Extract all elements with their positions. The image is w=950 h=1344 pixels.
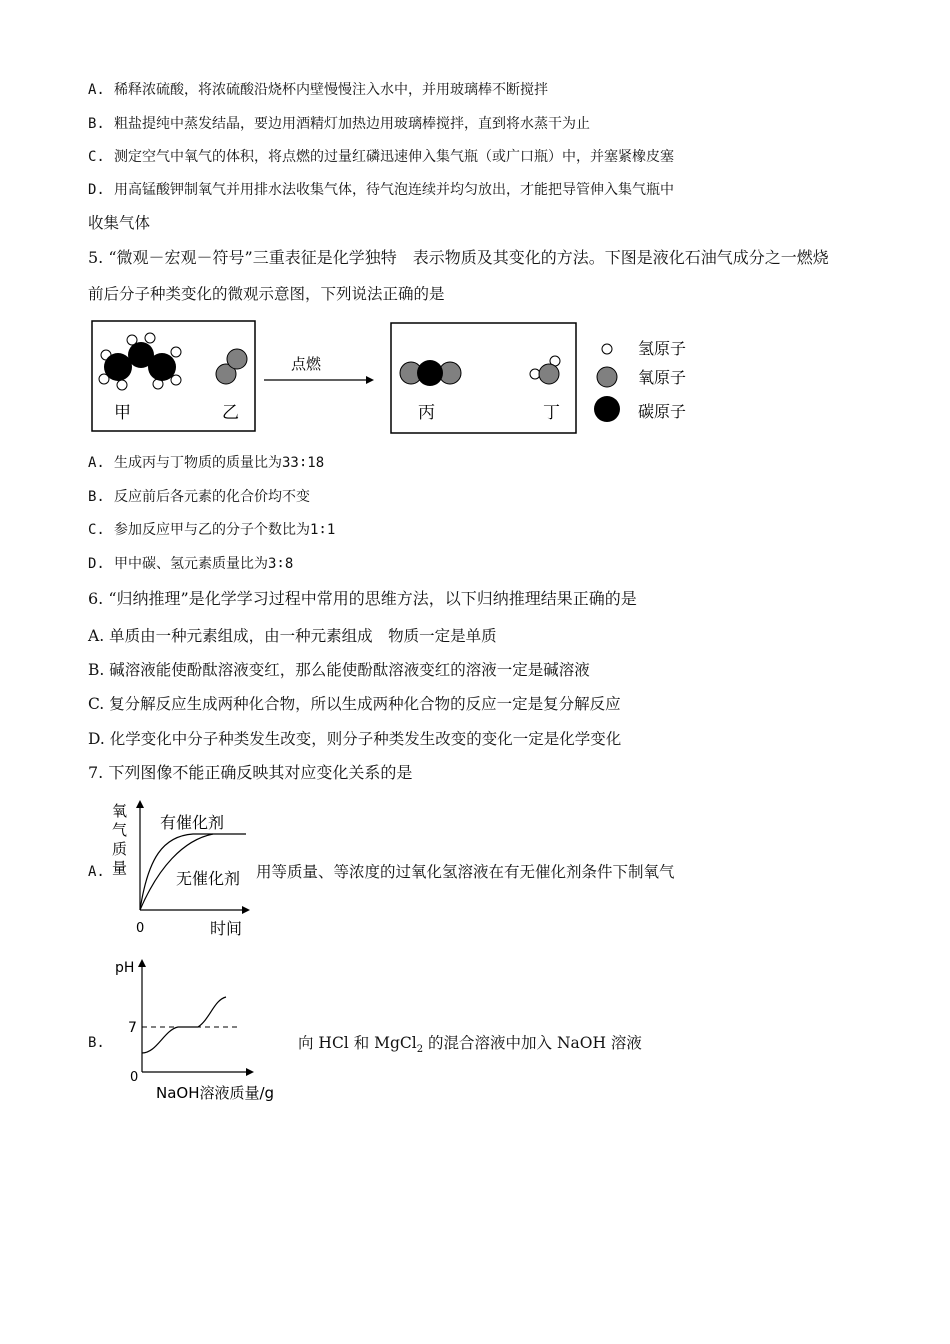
q5-option-c (88, 520, 335, 540)
option-label: D. (88, 556, 105, 572)
graph-a-origin: 0 (136, 921, 145, 936)
option-label: D. (88, 730, 105, 748)
graph-a-xlabel: 时间 (210, 919, 243, 938)
oxygen-atom-icon (597, 367, 617, 387)
q7-option-a-desc: 用等质量、等浓度的过氧化氢溶液在有无催化剂条件下制氧气 (256, 863, 675, 881)
legend-hydrogen: 氢原子 (638, 339, 687, 358)
q6-option-c (88, 694, 621, 714)
option-text: 单质由一种元素组成，由一种元素组成 物质一定是单质 (109, 627, 497, 645)
q6-option-d (88, 729, 621, 749)
graph-a-ylabel-2: 气 (112, 821, 128, 839)
graph-b-xlabel: NaOH溶液质量/g (156, 1084, 275, 1102)
option-label: A. (88, 627, 105, 645)
q4-option-d (88, 180, 674, 200)
legend-carbon: 碳原子 (638, 402, 687, 421)
desc-subscript: 2 (416, 1044, 424, 1056)
molecule-diagram (88, 318, 708, 438)
option-label: C. (88, 522, 105, 538)
graph-a-oxygen-mass (108, 798, 258, 940)
option-text: 碱溶液能使酚酞溶液变红，那么能使酚酞溶液变红的溶液一定是碱溶液 (109, 661, 590, 679)
label-bing: 丙 (418, 403, 435, 423)
q5-option-b (88, 487, 310, 507)
option-text: 参加反应甲与乙的分子个数比为1∶1 (114, 522, 336, 538)
option-label: B. (88, 489, 105, 505)
option-text: 复分解反应生成两种化合物，所以生成两种化合物的反应一定是复分解反应 (109, 695, 621, 713)
ph-curve (142, 997, 226, 1053)
hydrogen-atom-icon (602, 344, 612, 354)
label-ding: 丁 (543, 403, 560, 423)
q7-stem: 7. 下列图像不能正确反映其对应变化关系的是 (88, 763, 413, 782)
option-text: 生成丙与丁物质的质量比为33∶18 (114, 455, 325, 471)
q4-option-c (88, 147, 674, 167)
desc-post: 的混合溶液中加入 NaOH 溶液 (423, 1034, 642, 1052)
carbon-dioxide-molecule (400, 360, 461, 386)
graph-b-ph (112, 955, 297, 1105)
graph-a-curve2-label: 无催化剂 (176, 869, 241, 888)
option-text: 用高锰酸钾制氧气并用排水法收集气体，待气泡连续并均匀放出，才能把导管伸入集气瓶中 (114, 182, 674, 198)
option-text: 粗盐提纯中蒸发结晶，要边用酒精灯加热边用玻璃棒搅拌，直到将水蒸干为止 (114, 116, 590, 132)
q6-option-a (88, 626, 497, 646)
option-text: 反应前后各元素的化合价均不变 (114, 489, 310, 505)
option-label: C. (88, 695, 105, 713)
q5-stem-line1: 5. “微观－宏观－符号”三重表征是化学独特 表示物质及其变化的方法。下图是液化石油气成分之一燃烧 (88, 248, 829, 267)
q6-stem: 6. “归纳推理”是化学学习过程中常用的思维方法，以下归纳推理结果正确的是 (88, 589, 637, 608)
graph-b-ylabel: pH (115, 960, 135, 976)
option-label: C. (88, 149, 105, 165)
option-text: 甲中碳、氢元素质量比为3∶8 (114, 556, 294, 572)
legend (594, 339, 686, 422)
graph-a-curve1-label: 有催化剂 (160, 813, 225, 832)
q4-option-b (88, 114, 590, 134)
desc-pre: 向 HCl 和 MgCl (298, 1034, 417, 1052)
q7-option-b-desc (298, 1033, 642, 1060)
option-label: A. (88, 455, 105, 471)
option-text: 测定空气中氧气的体积，将点燃的过量红磷迅速伸入集气瓶（或广口瓶）中，并塞紧橡皮塞 (114, 149, 674, 165)
graph-b-ytick-7: 7 (128, 1020, 137, 1036)
legend-oxygen: 氧原子 (638, 368, 687, 387)
q5-stem-line2: 前后分子种类变化的微观示意图，下列说法正确的是 (88, 285, 445, 303)
label-yi: 乙 (222, 403, 239, 423)
carbon-atom-icon (594, 396, 620, 422)
q6-option-b (88, 660, 590, 680)
arrow-label: 点燃 (291, 355, 322, 373)
label-jia: 甲 (114, 403, 131, 423)
option-label: D. (88, 182, 105, 198)
option-text: 化学变化中分子种类发生改变，则分子种类发生改变的变化一定是化学变化 (109, 730, 622, 748)
graph-a-ylabel-1: 氧 (112, 802, 128, 820)
graph-a-ylabel-4: 量 (112, 859, 128, 877)
option-label: B. (88, 116, 105, 132)
q4-option-d-continued: 收集气体 (88, 214, 151, 232)
graph-b-origin: 0 (130, 1070, 139, 1085)
q7-option-b-label: B. (88, 1035, 105, 1051)
option-label: B. (88, 661, 105, 679)
q4-option-a (88, 80, 548, 100)
option-text: 稀释浓硫酸，将浓硫酸沿烧杯内壁慢慢注入水中，并用玻璃棒不断搅拌 (114, 82, 548, 98)
graph-a-ylabel-3: 质 (112, 840, 128, 858)
option-label: A. (88, 82, 105, 98)
q5-option-a (88, 453, 324, 473)
q5-option-d (88, 554, 293, 574)
q7-option-a-label: A. (88, 864, 105, 880)
